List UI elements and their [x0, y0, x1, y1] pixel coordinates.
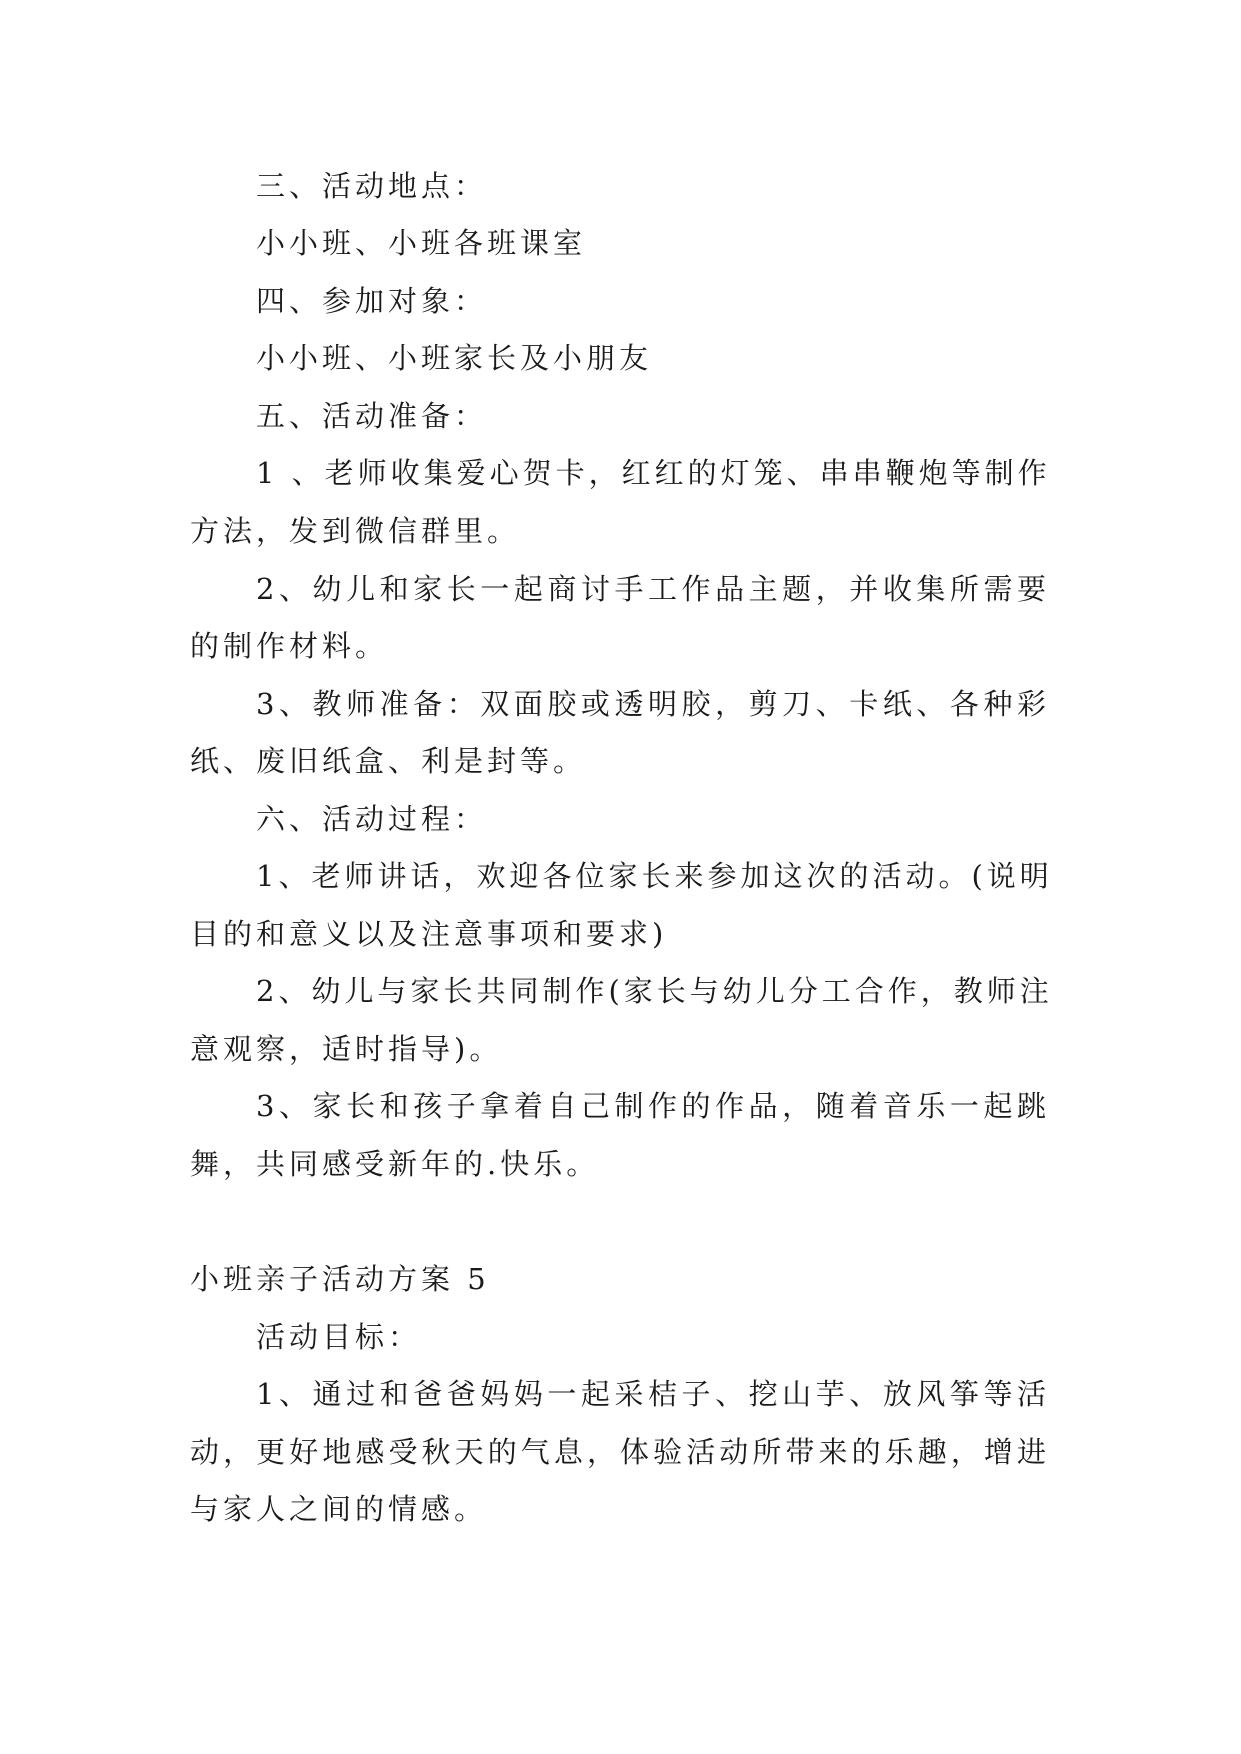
paragraph-line: 的制作材料。 — [190, 629, 389, 663]
paragraph-line: 3、家长和孩子拿着自己制作的作品，随着音乐一起跳 — [256, 1089, 1050, 1123]
paragraph-line: 方法，发到微信群里。 — [190, 514, 521, 548]
paragraph-line: 1 、老师收集爱心贺卡，红红的灯笼、串串鞭炮等制作 — [256, 456, 1051, 490]
paragraph-line: 1、老师讲话，欢迎各位家长来参加这次的活动。(说明 — [256, 859, 1053, 893]
paragraph-line: 小小班、小班家长及小朋友 — [256, 341, 653, 375]
paragraph-line: 小小班、小班各班课室 — [256, 226, 587, 260]
paragraph-line: 舞，共同感受新年的.快乐。 — [190, 1147, 600, 1181]
paragraph-line: 纸、废旧纸盒、利是封等。 — [190, 744, 587, 778]
paragraph-line: 动，更好地感受秋天的气息，体验活动所带来的乐趣，增进 — [190, 1435, 1050, 1469]
paragraph-line: 2、幼儿和家长一起商讨手工作品主题，并收集所需要 — [256, 572, 1050, 606]
heading-activity-preparation: 五、活动准备： — [256, 399, 488, 433]
heading-activity-process: 六、活动过程： — [256, 802, 488, 836]
heading-participants: 四、参加对象： — [256, 284, 488, 318]
paragraph-line: 1、通过和爸爸妈妈一起采桔子、挖山芋、放风筝等活 — [256, 1377, 1050, 1411]
paragraph-line: 意观察，适时指导)。 — [190, 1032, 503, 1066]
heading-activity-location: 三、活动地点： — [256, 169, 488, 203]
paragraph-line: 2、幼儿与家长共同制作(家长与幼儿分工合作，教师注 — [256, 974, 1053, 1008]
paragraph-line: 3、教师准备：双面胶或透明胶，剪刀、卡纸、各种彩 — [256, 687, 1050, 721]
heading-activity-goals: 活动目标： — [256, 1320, 422, 1354]
paragraph-line: 与家人之间的情感。 — [190, 1492, 488, 1526]
paragraph-line: 目的和意义以及注意事项和要求) — [190, 917, 668, 951]
section-title: 小班亲子活动方案 5 — [190, 1262, 490, 1296]
